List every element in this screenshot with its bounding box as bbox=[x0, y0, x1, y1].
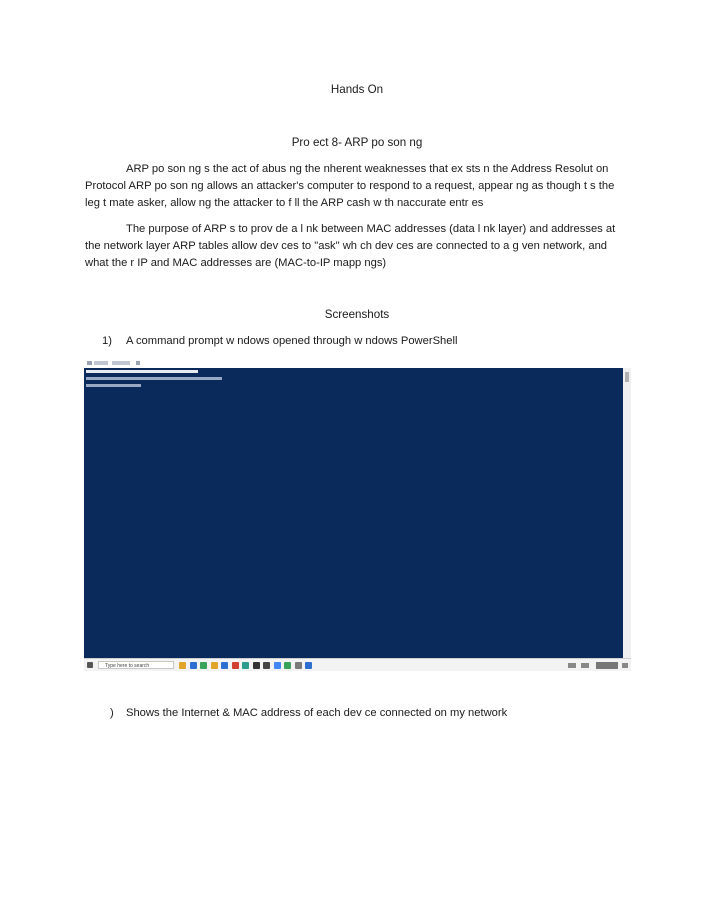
window-title-icon bbox=[112, 361, 130, 365]
windows-taskbar bbox=[84, 658, 631, 671]
screenshots-heading: Screenshots bbox=[324, 308, 390, 321]
taskbar-app-icon bbox=[232, 662, 239, 669]
document-title: Hands On bbox=[330, 83, 384, 96]
paragraph-arp-poisoning: ARP po son ng s the act of abus ng the nherent weaknesses that ex sts n the Address Resolut on Protocol ARP po son ng allows an attacker's computer to respond to a request, appear ng as though t s the leg t mate asker, allow ng the attacker to f ll the ARP cash w th naccurate entr es bbox=[85, 163, 615, 209]
taskbar-app-icon bbox=[284, 662, 291, 669]
tray-icon bbox=[568, 663, 576, 668]
taskbar-app-icon bbox=[274, 662, 281, 669]
taskbar-search: Type here to search bbox=[98, 661, 174, 669]
list-item bbox=[102, 334, 457, 350]
console-line bbox=[86, 384, 141, 387]
list-item-number: ) bbox=[110, 707, 114, 719]
windows-start-icon bbox=[87, 662, 93, 668]
taskbar-app-icon bbox=[190, 662, 197, 669]
taskbar-app-icon bbox=[305, 662, 312, 669]
project-title: Pro ect 8- ARP po son ng bbox=[291, 136, 423, 149]
list-item-number: 1) bbox=[102, 335, 112, 347]
list-item-text: A command prompt w ndows opened through w ndows PowerShell bbox=[126, 335, 458, 347]
console-line bbox=[86, 377, 222, 380]
powershell-screenshot bbox=[84, 359, 631, 671]
notification-icon bbox=[622, 663, 628, 668]
close-icon bbox=[136, 361, 140, 365]
taskbar-app-icon bbox=[263, 662, 270, 669]
taskbar-app-icon bbox=[295, 662, 302, 669]
clock-icon bbox=[596, 662, 618, 669]
taskbar-app-icon bbox=[221, 662, 228, 669]
paragraph-arp-purpose: The purpose of ARP s to prov de a l nk between MAC addresses (data l nk layer) and addresses at the network layer ARP tables allow dev ces to "ask" wh ch dev ces are connected to a g ven network, and what the r IP and MAC addresses are (MAC-to-IP mapp ngs) bbox=[85, 223, 616, 269]
taskbar-app-icon bbox=[179, 662, 186, 669]
list-item bbox=[110, 706, 507, 722]
taskbar-app-icon bbox=[242, 662, 249, 669]
window-title-icon bbox=[94, 361, 108, 365]
tray-icon bbox=[581, 663, 589, 668]
console-scrollbar bbox=[623, 368, 631, 658]
console-area bbox=[84, 368, 623, 658]
console-line bbox=[86, 370, 198, 373]
list-item-text: Shows the Internet & MAC address of each dev ce connected on my network bbox=[126, 707, 508, 719]
taskbar-app-icon bbox=[200, 662, 207, 669]
taskbar-app-icon bbox=[253, 662, 260, 669]
taskbar-app-icon bbox=[211, 662, 218, 669]
powershell-icon bbox=[87, 361, 92, 365]
